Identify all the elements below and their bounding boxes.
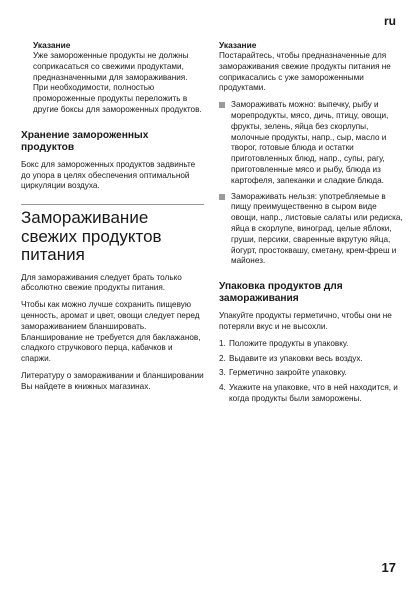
step-number: 3. bbox=[219, 368, 226, 378]
step-number: 2. bbox=[219, 353, 226, 363]
storage-text: Бокс для замороженных продуктов задвиньте до упора в целях обеспечения оптимальной циркуляции воздуха. bbox=[21, 159, 196, 191]
packing-intro: Упакуйте продукты герметично, чтобы они не потеряли вкус и не высохли. bbox=[219, 311, 392, 331]
step-text: Герметично закройте упаковку. bbox=[229, 368, 347, 378]
note-title: Указание bbox=[219, 40, 257, 50]
storage-heading: Хранение замороженных продуктов bbox=[21, 129, 149, 153]
note-text: Уже замороженные продукты не должны соприкасаться со свежими продуктами, предназначенными для замораживания. При необходимости, полностью промороженные продукты переложить в другие боксы для замороженных продуктов. bbox=[33, 51, 202, 114]
note-text: Постарайтесь, чтобы предназначенные для замораживания свежие продукты питания не соприкасались с уже замороженными продуктами. bbox=[219, 51, 391, 93]
freezing-heading: Замораживание свежих продуктов питания bbox=[21, 208, 162, 265]
step-text: Положите продукты в упаковку. bbox=[229, 338, 349, 348]
list-item bbox=[219, 100, 403, 186]
list-item bbox=[219, 383, 403, 405]
list-item bbox=[219, 192, 403, 268]
note-block-1 bbox=[33, 40, 204, 116]
left-column bbox=[21, 40, 204, 399]
packing-steps bbox=[219, 339, 403, 405]
step-text: Выдавите из упаковки весь воздух. bbox=[229, 353, 363, 363]
note-title: Указание bbox=[33, 40, 71, 50]
language-label: ru bbox=[384, 14, 396, 28]
list-item bbox=[219, 339, 403, 350]
packing-heading: Упаковка продуктов для замораживания bbox=[219, 281, 343, 305]
list-item bbox=[219, 354, 403, 365]
list-item-text: Замораживать можно: выпечку, рыбу и морепродукты, мясо, дичь, птицу, овощи, фрукты, зелень, яйца без скорлупы, молочные продукты, напр., сыр, масло и творог, готовые блюда и остатки приготовленных блюд, напр., супы, рагу, приготовленные мясо и рыбу, блюда из картофеля, запеканки и сладкие блюда. bbox=[231, 100, 389, 185]
freezing-paragraph-1: Для замораживания следует брать только абсолютно свежие продукты питания. bbox=[21, 272, 182, 293]
square-bullet-icon bbox=[219, 102, 225, 108]
freezing-paragraph-3: Литературу о замораживании и бланшировании Вы найдете в книжных магазинах. bbox=[21, 371, 204, 391]
step-text: Укажите на упаковке, что в ней находится, и когда продукты были заморожены. bbox=[229, 383, 398, 403]
square-bullet-icon bbox=[219, 194, 225, 200]
freezing-paragraph-2: Чтобы как можно лучше сохранить пищевую ценность, аромат и цвет, овощи следует перед замораживанием бланшировать. Бланширование не требуется для баклажанов, сладкого стручкового перца, кабачков и спаржи. bbox=[21, 300, 201, 364]
list-item bbox=[219, 368, 403, 379]
section-divider bbox=[21, 204, 204, 205]
right-column bbox=[219, 40, 403, 409]
page-number: 17 bbox=[381, 560, 396, 575]
list-item-text: Замораживать нельзя: употребляемые в пищу преимущественно в сыром виде овощи, напр., листовые салаты или редиска, яйца в скорлупе, виноград, целые яблоки, груши, персики, сваренные вкрутую яйца, йогурт, простоквашу, сметану, крем-фреш и майонез. bbox=[231, 191, 403, 266]
step-number: 1. bbox=[219, 338, 226, 348]
step-number: 4. bbox=[219, 383, 226, 393]
freeze-bullet-list bbox=[219, 100, 403, 267]
